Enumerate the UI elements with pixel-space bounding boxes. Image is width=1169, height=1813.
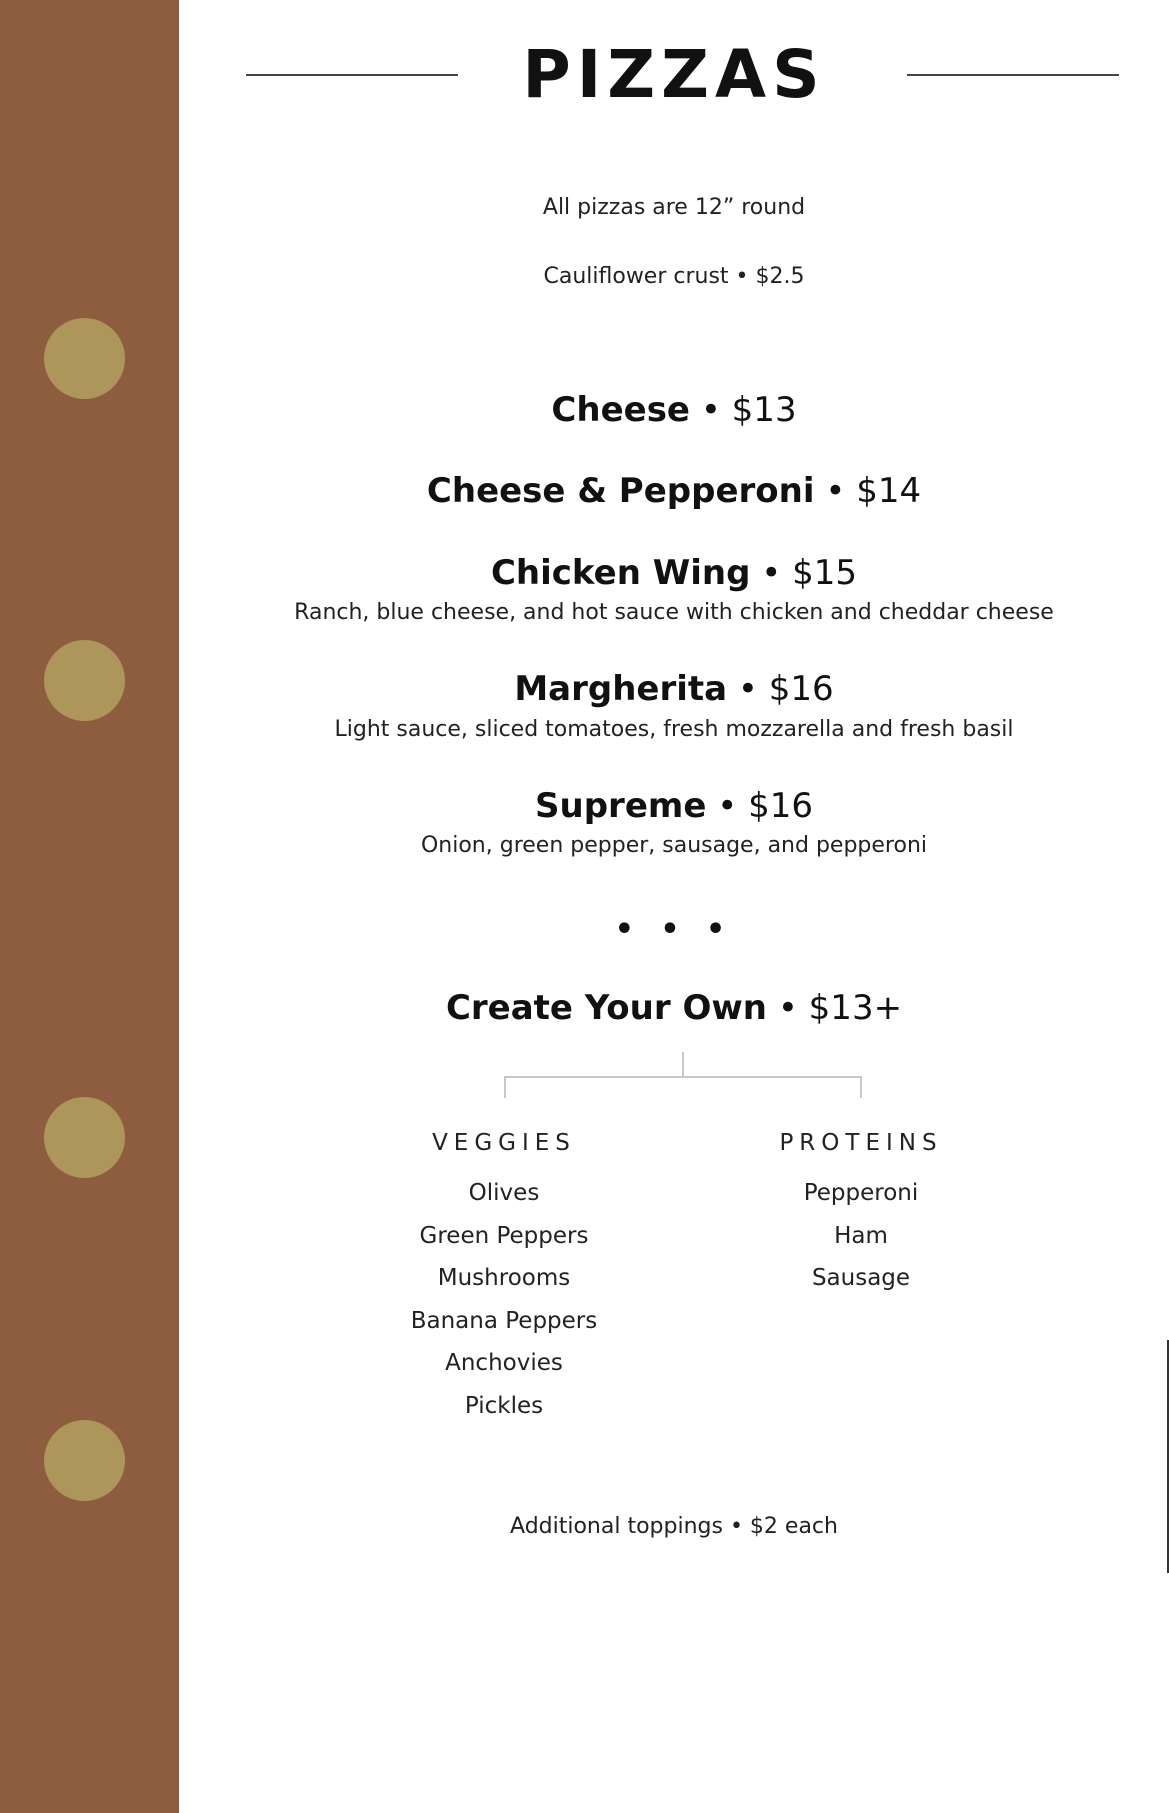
list-item: Anchovies: [445, 1350, 563, 1376]
list-item: Sausage: [811, 1265, 911, 1291]
veggies-heading: VEGGIES: [432, 1130, 576, 1156]
list-item: Pepperoni: [803, 1180, 919, 1206]
item-name: Chicken Wing: [490, 553, 751, 593]
item-name: Supreme: [535, 786, 707, 826]
item-price: • $15: [761, 553, 858, 593]
additional-toppings-note: Additional toppings • $2 each: [510, 1514, 838, 1539]
crust-note: Cauliflower crust • $2.5: [543, 264, 805, 289]
decorative-dot: [44, 1097, 125, 1178]
sidebar-band: [0, 0, 179, 1813]
item-price: • $13+: [777, 988, 903, 1028]
item-price: • $14: [825, 471, 922, 511]
list-item: Banana Peppers: [410, 1307, 598, 1334]
menu-item-margherita: [179, 669, 1169, 709]
item-price: • $13: [700, 390, 797, 430]
proteins-column: [711, 1130, 1011, 1300]
menu-item-supreme: [179, 786, 1169, 826]
item-name: Create Your Own: [445, 988, 767, 1028]
size-note: All pizzas are 12” round: [542, 195, 806, 220]
page-title: PIZZAS: [522, 35, 826, 113]
item-price: • $16: [717, 786, 813, 826]
list-item: Olives: [468, 1180, 540, 1206]
bracket-right-leg: [860, 1076, 862, 1098]
bracket-bar: [504, 1076, 862, 1078]
list-item: Mushrooms: [437, 1265, 571, 1291]
menu-item-cheese-pepperoni: [179, 471, 1169, 511]
item-price: • $16: [737, 669, 834, 709]
list-item: Ham: [834, 1222, 888, 1249]
create-your-own-heading: [179, 988, 1169, 1028]
bracket-left-leg: [504, 1076, 506, 1098]
item-description: Onion, green pepper, sausage, and pepperoni: [420, 833, 928, 858]
item-description: Light sauce, sliced tomatoes, fresh mozzarella and fresh basil: [334, 717, 1014, 742]
menu-item-chicken-wing: [179, 553, 1169, 593]
decorative-dot: [44, 318, 125, 399]
proteins-heading: PROTEINS: [779, 1130, 943, 1156]
bracket-stem: [682, 1052, 684, 1076]
title-rule-right: [907, 74, 1119, 76]
veggies-column: [354, 1130, 654, 1427]
list-item: Green Peppers: [419, 1222, 589, 1249]
item-name: Margherita: [514, 669, 728, 709]
item-description: Ranch, blue cheese, and hot sauce with chicken and cheddar cheese: [294, 600, 1054, 625]
item-name: Cheese: [551, 390, 690, 430]
item-name: Cheese & Pepperoni: [426, 471, 815, 511]
decorative-dot: [44, 1420, 125, 1501]
decorative-dot: [44, 640, 125, 721]
list-item: Pickles: [464, 1392, 544, 1419]
section-separator: • • •: [614, 912, 734, 947]
menu-item-cheese: [179, 390, 1169, 430]
